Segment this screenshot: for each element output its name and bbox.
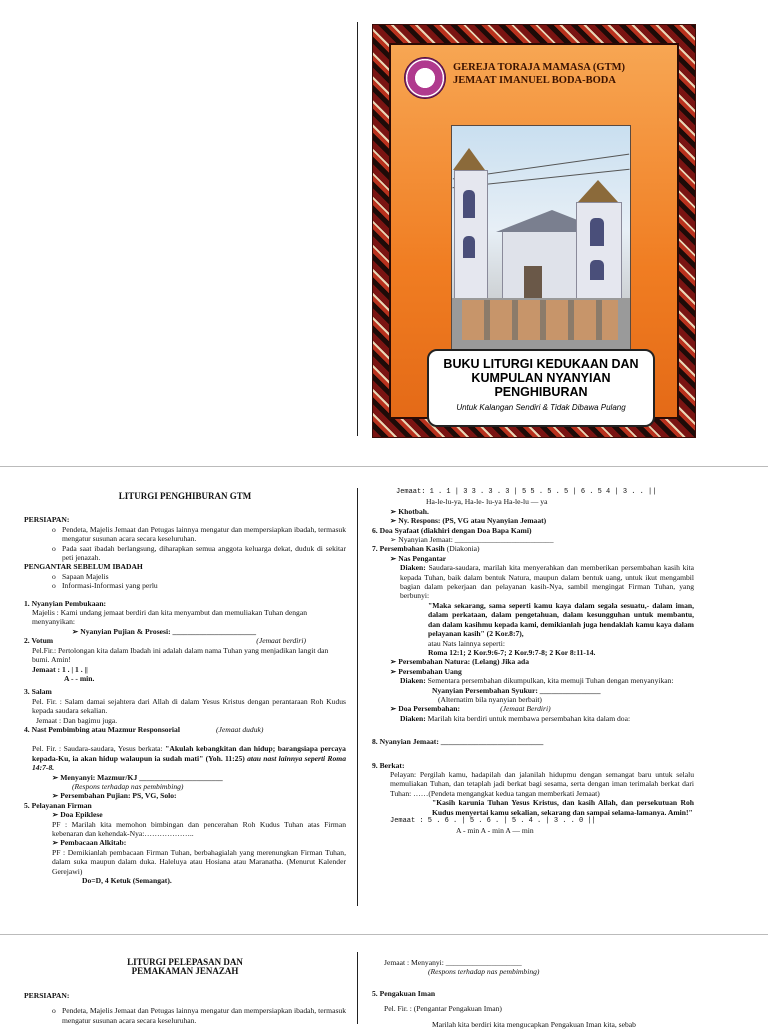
persiapan-heading: PERSIAPAN: bbox=[24, 515, 70, 525]
section-1-majelis: Majelis : Kami undang jemaat berdiri dan kita menyambut dan memuliakan Tuhan dengan menyanyikan: bbox=[32, 608, 307, 627]
section-5-baca: ➢ Pembacaan Alkitab: bbox=[52, 838, 127, 848]
section-4-persembahan: ➢ Persembahan Pujian: PS, VG, Solo: bbox=[52, 791, 177, 801]
section-5-baca-text: PF : Demikianlah pembacaan Firman Tuhan, berbahagialah yang merenungkan Firman Tuhan, dalam suka maupun dalam duka. Haleluya atau Hosiana atau Maranatha. (Menurut Kalender Gerejawi) bbox=[52, 847, 346, 876]
liturgi-pelepasan-column-2 bbox=[372, 958, 694, 1029]
section-7-atau: atau Nats lainnya seperti: bbox=[428, 638, 505, 648]
section-2-pelayan: Pel.Fir.: Pertolongan kita dalam Ibadah ini adalah dalam nama Tuhan yang menjadikan langit dan bumi. Amin! bbox=[32, 645, 329, 665]
section-2-note: (Jemaat berdiri) bbox=[256, 636, 306, 646]
liturgi-penghiburan-column bbox=[24, 492, 346, 885]
section-7-quote: "Maka sekarang, sama seperti kamu kaya dalam segala sesuatu,- dalam iman, dalam perkataan, dalam pengetahuan, dalam kesungguhan untuk membantu, dan dalam kasihmu kepada kami, demikianlah juga hendaklah kamu kaya dalam pelayanan kasih" (2 Kor.8:7), bbox=[428, 600, 694, 639]
list-item: o Informasi-Informasi yang perlu bbox=[52, 581, 158, 591]
section-title: LITURGI PENGHIBURAN GTM bbox=[118, 491, 252, 501]
church-name: GEREJA TORAJA MAMASA (GTM) bbox=[453, 62, 625, 73]
persiapan-heading-2: PERSIAPAN: bbox=[24, 990, 70, 1000]
section-2-jemaat: Jemaat : 1 . | 1 . || bbox=[32, 664, 88, 674]
section-3-jemaat: Jemaat : Dan bagimu juga. bbox=[36, 715, 118, 725]
pengakuan-iman-pelayan: Pel. Fir. : (Pengantar Pengakuan Iman) bbox=[384, 1004, 502, 1014]
khotbah: ➢ Khotbah. bbox=[390, 506, 429, 516]
section-7-nas: ➢ Nas Pengantar bbox=[390, 553, 447, 563]
section-9-jemaat: Jemaat : 5 . 6 . | 5 . 6 . | 5 . 4 . | 3 . . 0 || bbox=[390, 817, 596, 825]
column-divider-bottom bbox=[357, 952, 358, 1024]
section-7-heading: 7. Persembahan Kasih (Diakonia) bbox=[372, 544, 480, 554]
cover-subtitle: Untuk Kalangan Sendiri & Tidak Dibawa Pulang bbox=[456, 403, 626, 412]
section-1-pujian: ➢ Nyanyian Pujian & Prosesi: ______________________ bbox=[72, 626, 257, 636]
section-title-2b: PEMAKAMAN JENAZAH bbox=[131, 966, 239, 977]
jemaat-notes: Jemaat: 1 . 1 | 3 3 . 3 . 3 | 5 5 . 5 . 5 | 6 . 5 4 | 3 . . || bbox=[396, 488, 657, 496]
section-4-note: (Jemaat duduk) bbox=[215, 724, 264, 734]
section-2-heading: 2. Votum bbox=[24, 636, 54, 646]
cover-panel bbox=[389, 43, 679, 419]
section-4-heading-row bbox=[24, 725, 346, 734]
section-3-pelayan: Pel. Fir. : Salam damai sejahtera dari Allah di dalam Yesus Kristus dengan perantaraan Roh Kudus kepada saudara sekalian. bbox=[32, 696, 346, 716]
respons-note: (Respons terhadap nas pembimbing) bbox=[428, 967, 540, 977]
section-2-amin: A - - min. bbox=[64, 673, 95, 683]
cover-page bbox=[372, 24, 696, 438]
section-3-heading: 3. Salam bbox=[24, 687, 52, 697]
section-7-doa-note: (Jemaat Berdiri) bbox=[500, 704, 551, 714]
section-7-natura: ➢ Persembahan Natura: (Lelang) Jika ada bbox=[390, 657, 530, 667]
section-4-pelayan: Pel. Fir. : Saudara-saudara, Yesus berkata: "Akulah kebangkitan dan hidup; barangsiapa percaya kepada-Ku, ia akan hidup walaupun ia sudah mati" (Yoh. 11:25) atau nast lainnya seperti Roma 14:7-8. bbox=[32, 744, 346, 773]
section-6-heading: 6. Doa Syafaat (diakhiri dengan Doa Bapa Kami) bbox=[372, 525, 532, 535]
cover-header bbox=[453, 61, 671, 87]
haleluya-lyrics: Ha-le-lu-ya, Ha-le- lu-ya Ha-le-lu — ya bbox=[426, 497, 548, 507]
section-4-respons: (Respons terhadap nas pembimbing) bbox=[72, 781, 184, 791]
section-8-heading: 8. Nyanyian Jemaat: ___________________________ bbox=[372, 737, 544, 747]
section-7-doa-row bbox=[372, 704, 694, 713]
jemaat-menyanyi: Jemaat : Menyanyi: ____________________ bbox=[384, 958, 522, 967]
column-divider-middle bbox=[357, 488, 358, 906]
section-5-do: Do=D, 4 Ketuk (Semangat). bbox=[82, 876, 172, 886]
section-title-2a: LITURGI PELEPASAN DAN bbox=[127, 957, 243, 967]
congregation-name: JEMAAT IMANUEL BODA-BODA bbox=[453, 75, 616, 86]
respons-nyanyian: ➢ Ny. Respons: (PS, VG atau Nyanyian Jemaat) bbox=[390, 516, 547, 526]
list-item: o Pendeta, Majelis Jemaat dan Petugas lainnya mengatur dan mempersiapkan ibadah, termasuk mengatur susunan acara secara keseluruhan. bbox=[52, 1006, 346, 1025]
column-divider-top bbox=[357, 22, 358, 436]
section-1-heading: 1. Nyanyian Pembukaan: bbox=[24, 598, 107, 608]
section-6-nyanyian: ➢ Nyanyian Jemaat: __________________________ bbox=[390, 535, 554, 545]
list-item: o Pada saat ibadah berlangsung, diharapkan semua anggota keluarga dekat, duduk di sekitar peti jenazah. bbox=[52, 543, 346, 563]
section-5-heading: 5. Pelayanan Firman bbox=[24, 800, 92, 810]
cover-title: BUKU LITURGI KEDUKAAN DAN KUMPULAN NYANYIAN PENGHIBURAN bbox=[443, 357, 639, 399]
section-4-menyanyi: ➢ Menyanyi: Mazmur/KJ ______________________ bbox=[52, 772, 223, 782]
section-9-heading: 9. Berkat: bbox=[372, 760, 405, 770]
page-divider bbox=[0, 466, 768, 467]
liturgi-penghiburan-column-2 bbox=[372, 488, 694, 836]
pengakuan-iman-text: Marilah kita berdiri kita mengucapkan Pengakuan Iman kita, sebab bbox=[432, 1019, 636, 1029]
list-item: o Sapaan Majelis bbox=[52, 571, 109, 581]
pengantar-heading: PENGANTAR SEBELUM IBADAH bbox=[24, 562, 143, 572]
church-photo bbox=[451, 125, 631, 357]
cover-title-box bbox=[427, 349, 655, 427]
section-7-uang-diaken: Diaken: Sementara persembahan dikumpulkan, kita memuji Tuhan dengan menyanyikan: bbox=[400, 676, 674, 686]
church-logo bbox=[404, 57, 446, 99]
pengakuan-iman-heading: 5. Pengakuan Iman bbox=[372, 988, 436, 998]
section-2-heading-row bbox=[24, 636, 346, 645]
section-9-pelayan: Pelayan: Pergilah kamu, hadapilah dan jalanilah hidupmu dengan semangat baru untuk selalu memuliakan Tuhan, dan tetaplah jadi berkat bagi sesama, serta dengan iman terimalah berkat dari Tuhan: ……(Pendeta mengangkat kedua tangan memberkati Jemaat) bbox=[390, 769, 694, 798]
page-divider-2 bbox=[0, 934, 768, 935]
section-7-doa: ➢ Doa Persembahan: bbox=[390, 704, 461, 714]
section-9-quote: "Kasih karunia Tuhan Yesus Kristus, dan kasih Allah, dan persekutuan Roh Kudus menyertai kamu sekalian, sekarang dan sampai selama-lamanya. Amin!" bbox=[432, 798, 694, 817]
section-7-roma: Roma 12:1; 2 Kor.9:6-7; 2 Kor.9:7-8; 2 Kor 8:11-14. bbox=[428, 647, 596, 657]
liturgi-pelepasan-column bbox=[24, 958, 346, 1025]
section-7-alt: (Alternatim bila nyanyian berbait) bbox=[438, 694, 542, 704]
section-5-doa-text: PF : Marilah kita memohon bimbingan dan pencerahan Roh Kudus Tuhan atas Firman kebenaran dan kehendak-Nya:……………….. bbox=[52, 819, 346, 838]
section-7-diaken: Diaken: Saudara-saudara, marilah kita menyerahkan dan memberikan persembahan kasih kita kepada Tuhan, baik dalam bentuk Natura, maupun dalam bentuk uang, untuk ikut mengambil bagian dalam pekerjaan dan pelayanan kasih-Nya, sambil mengingat Firman Tuhan, yang berbunyi: bbox=[400, 563, 694, 601]
list-item: o Pendeta, Majelis Jemaat dan Petugas lainnya mengatur dan mempersiapkan ibadah, termasuk mengatur susunan acara secara keseluruhan. bbox=[52, 524, 346, 544]
section-4-heading: 4. Nast Pembimbing atau Mazmur Responsorial bbox=[24, 724, 180, 734]
section-5-doa: ➢ Doa Epiklese bbox=[52, 810, 103, 820]
section-7-uang: ➢ Persembahan Uang bbox=[390, 666, 462, 676]
section-9-amin: A - min A - min A — min bbox=[456, 826, 534, 836]
section-7-doa-diaken: Diaken: Marilah kita berdiri untuk membawa persembahan kita dalam doa: bbox=[400, 713, 631, 723]
section-7-syukur: Nyanyian Persembahan Syukur: ________________ bbox=[432, 685, 601, 695]
